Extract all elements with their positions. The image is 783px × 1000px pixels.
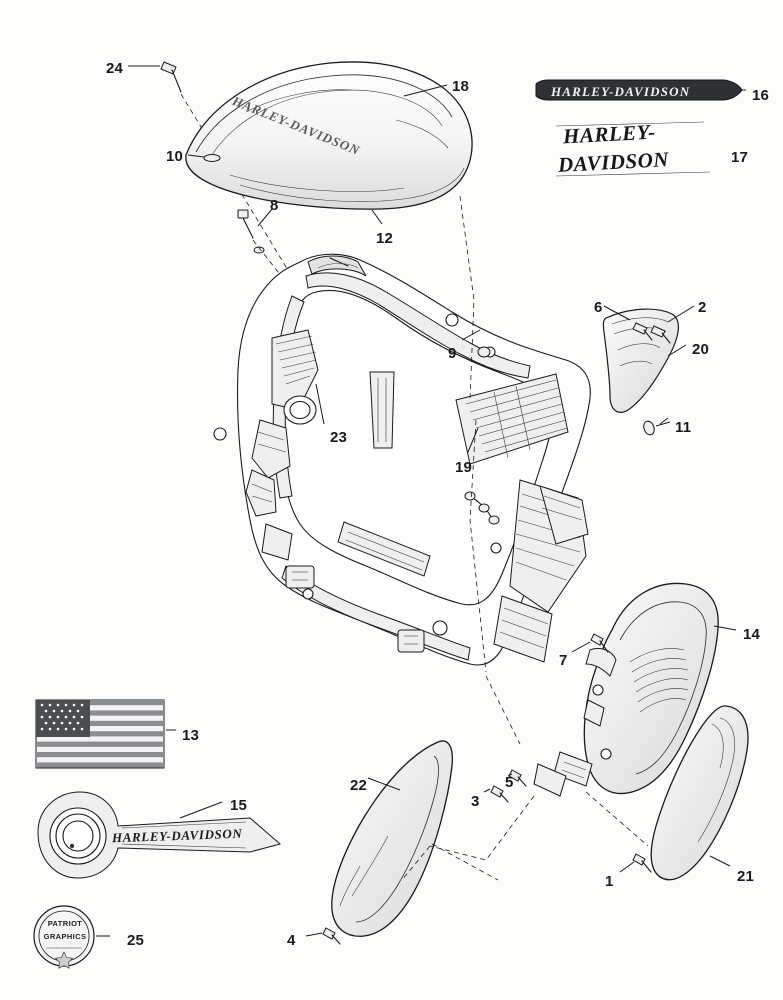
- callout-number-14: 14: [743, 626, 761, 643]
- callout-number-12: 12: [376, 230, 394, 247]
- callout-number-7: 7: [559, 652, 568, 669]
- callout-number-9: 9: [448, 345, 457, 362]
- tank-script-text: HARLEY-DAVIDSON: [230, 93, 363, 159]
- callout-number-20: 20: [692, 341, 710, 358]
- callout-number-23: 23: [330, 429, 348, 446]
- callout-number-19: 19: [455, 459, 473, 476]
- stacked-logo-line1: HARLEY-: [562, 119, 657, 149]
- callout-number-22: 22: [350, 777, 368, 794]
- front-fork-stub: [370, 372, 394, 448]
- part-20-side-trim: [603, 309, 678, 412]
- callout-number-2: 2: [698, 299, 707, 316]
- callout-number-18: 18: [452, 78, 470, 95]
- callout-number-16: 16: [752, 87, 770, 104]
- callout-number-24: 24: [106, 60, 124, 77]
- callout-number-17: 17: [731, 149, 749, 166]
- leader-12: [372, 210, 382, 224]
- patriot-medallion-line1: PATRIOT: [47, 919, 83, 928]
- callout-number-15: 15: [230, 797, 248, 814]
- key-emblem-text: HARLEY-DAVIDSON: [111, 825, 243, 846]
- part-13-flag-decal: [36, 700, 164, 768]
- callout-number-13: 13: [182, 727, 200, 744]
- callout-number-5: 5: [505, 774, 514, 791]
- part-11-nut: [642, 420, 670, 437]
- callout-number-3: 3: [471, 793, 480, 810]
- motorcycle-frame-assembly: [214, 254, 590, 665]
- part-22-left-lower-fairing: [332, 741, 453, 936]
- callout-number-1: 1: [605, 873, 614, 890]
- callout-number-6: 6: [594, 299, 603, 316]
- callout-number-11: 11: [675, 419, 692, 436]
- callout-number-21: 21: [737, 868, 755, 885]
- callout-number-8: 8: [270, 197, 279, 214]
- bar-emblem-text: HARLEY-DAVIDSON: [551, 84, 691, 99]
- callout-number-4: 4: [287, 932, 296, 949]
- patriot-medallion-line2: GRAPHICS: [43, 932, 87, 941]
- part-4-screw: [306, 928, 340, 944]
- stacked-logo-line2: DAVIDSON: [557, 147, 670, 177]
- part-1-screw: [620, 854, 651, 872]
- callout-number-10: 10: [166, 148, 184, 165]
- part-9-grommet: [478, 347, 490, 357]
- leader-21: [710, 856, 730, 866]
- callout-number-25: 25: [127, 932, 145, 949]
- part-24-screw: [128, 62, 181, 92]
- part-8-bolt: [238, 209, 272, 238]
